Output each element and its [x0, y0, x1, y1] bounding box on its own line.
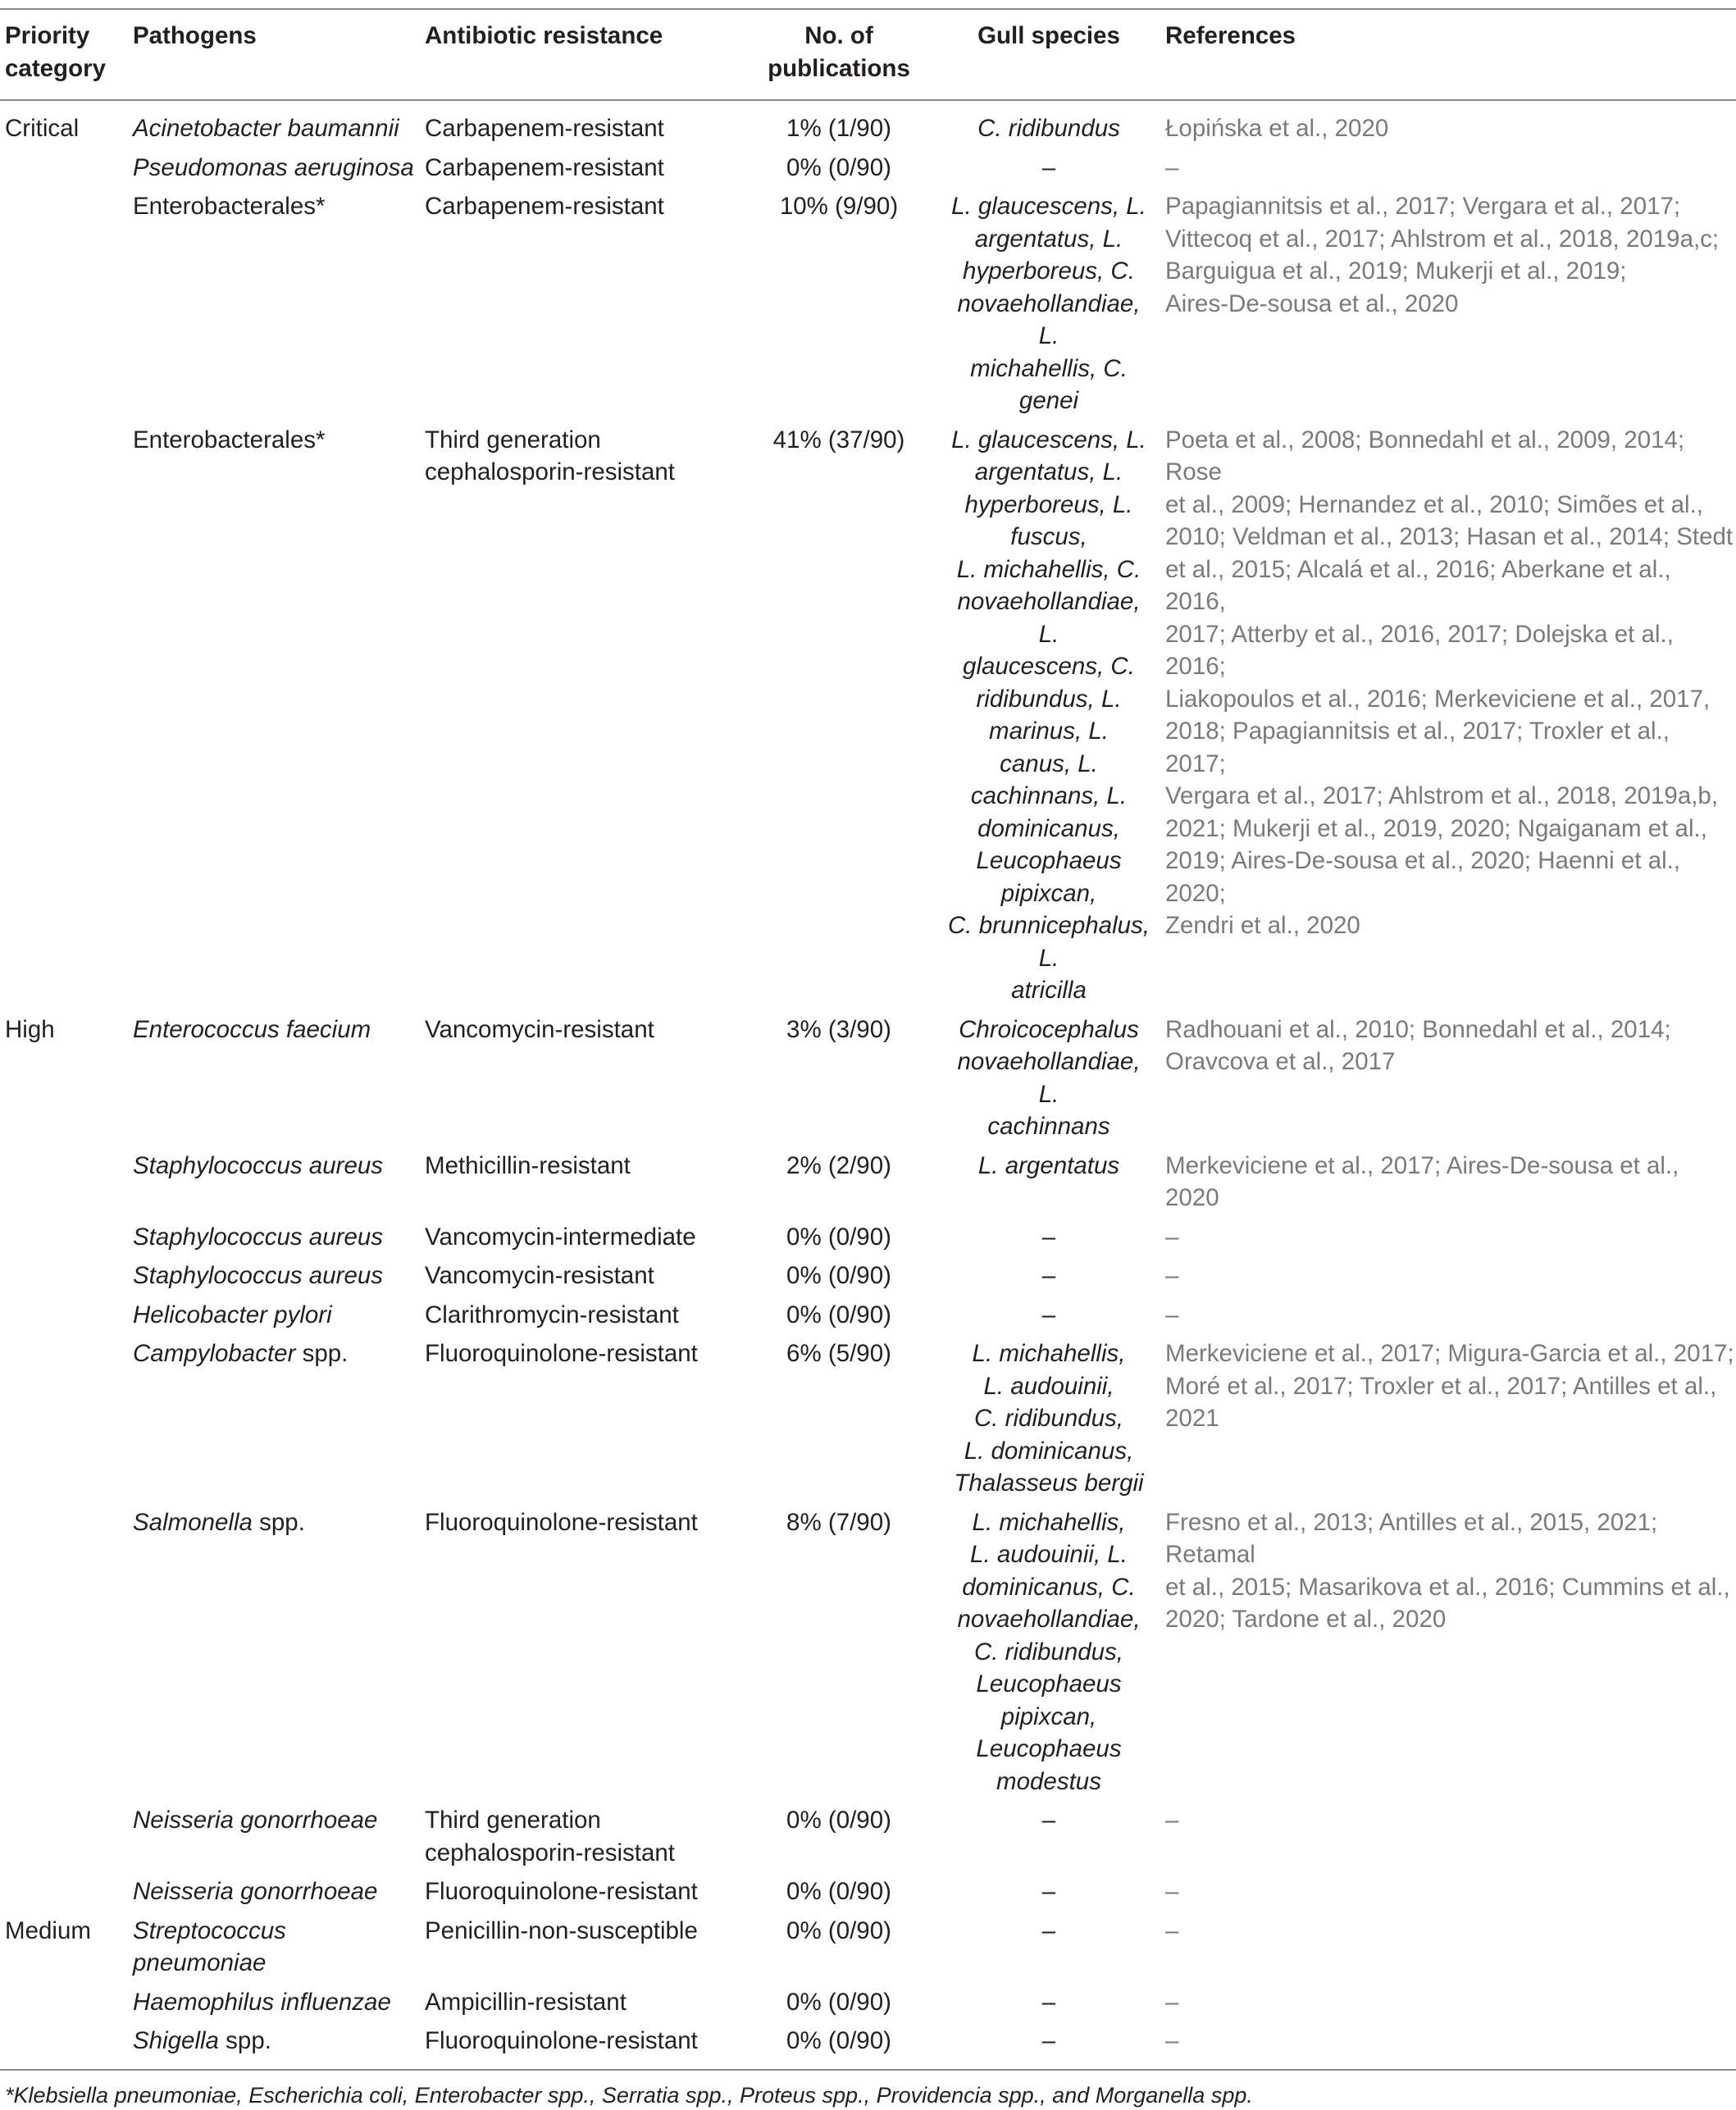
table-row [0, 1986, 1736, 2026]
antibiotic-resistance-cell: Third generation cephalosporin-resistant [425, 1807, 675, 1866]
pathogen-qualifier: Enterobacterales* [133, 193, 326, 220]
priority-category-cell: Critical [5, 115, 80, 142]
priority-category-cell [0, 1338, 133, 1506]
gull-species-cell: Chroicocephalus novaehollandiae, L. cachinnans [957, 1015, 1141, 1140]
gull-species-cell: – [1041, 1988, 1056, 2016]
pathogen-name: Helicobacter pylori [133, 1301, 332, 1328]
gull-species-cell: L. glaucescens, L. argentatus, L. hyperboreus, C. novaehollandiae, L. michahellis, C. genei [951, 193, 1146, 414]
antibiotic-resistance-cell: Fluoroquinolone-resistant [425, 1508, 698, 1536]
publications-cell: 0% (0/90) [740, 2025, 937, 2070]
publications-cell: 2% (2/90) [786, 1151, 891, 1179]
publications-cell: 41% (37/90) [772, 426, 905, 453]
gull-species-cell: L. michahellis, L. audouinii, L. dominicanus, C. novaehollandiae, C. ridibundus, Leucophaeus pipixcan, Leucophaeus modestus [957, 1508, 1141, 1795]
header-no-of-publications: No. of publications [740, 9, 937, 100]
antibiotic-resistance-cell: Fluoroquinolone-resistant [425, 1878, 698, 1905]
references-cell: – [1165, 1262, 1179, 1289]
pathogen-name: Salmonella [133, 1508, 253, 1536]
gull-species-cell: – [1041, 1262, 1056, 1289]
references-cell: Łopińska et al., 2020 [1165, 115, 1389, 142]
pathogen-cell [133, 1260, 425, 1299]
header-gull-species: Gull species [937, 9, 1160, 100]
table-row [0, 152, 1736, 191]
table-row [0, 1014, 1736, 1150]
publications-cell: 10% (9/90) [779, 193, 899, 220]
priority-category-cell [0, 1804, 133, 1875]
table-row [0, 1299, 1736, 1338]
header-priority-category: Priority category [0, 9, 133, 100]
publications-cell: 0% (0/90) [786, 1878, 891, 1905]
antibiotic-resistance-cell: Clarithromycin-resistant [425, 1301, 679, 1328]
pathogen-cell [133, 1804, 425, 1875]
antibiotic-resistance-cell: Vancomycin-resistant [425, 1015, 654, 1043]
priority-category-cell [0, 1506, 133, 1805]
references-cell: – [1165, 1807, 1179, 1834]
header-references: References [1160, 9, 1736, 100]
pathogen-cell [133, 1875, 425, 1915]
antibiotic-resistance-cell: Fluoroquinolone-resistant [425, 2025, 740, 2070]
publications-cell: 0% (0/90) [786, 1988, 891, 2016]
antibiotic-resistance-cell: Carbapenem-resistant [425, 115, 664, 142]
publications-cell: 0% (0/90) [786, 1916, 891, 1944]
antibiotic-resistance-cell: Vancomycin-resistant [425, 1262, 654, 1289]
table-header [0, 9, 1736, 100]
publications-cell: 3% (3/90) [786, 1015, 891, 1043]
priority-category-cell: Medium [5, 1916, 91, 1944]
pathogen-cell [133, 424, 425, 1014]
gull-species-cell: L. argentatus [977, 1151, 1120, 1179]
table-row [0, 190, 1736, 424]
antibiotic-resistance-cell: Ampicillin-resistant [425, 1988, 627, 2016]
antibiotic-resistance-cell: Carbapenem-resistant [425, 193, 664, 220]
priority-category-cell [0, 1221, 133, 1260]
antibiotic-resistance-cell: Third generation cephalosporin-resistant [425, 426, 675, 485]
table-row [0, 1875, 1736, 1915]
references-cell: – [1165, 1301, 1179, 1328]
pathogen-name: Neisseria gonorrhoeae [133, 1878, 378, 1905]
references-cell: – [1165, 1988, 1179, 2016]
gull-species-cell: C. ridibundus [977, 115, 1120, 142]
priority-category-cell [0, 152, 133, 191]
pathogen-qualifier: spp. [218, 2027, 271, 2054]
pathogen-name: Streptococcus pneumoniae [133, 1916, 286, 1976]
pathogen-name: Enterococcus faecium [133, 1015, 371, 1043]
gull-species-cell: L. michahellis, L. audouinii, C. ridibundus, L. dominicanus, Thalasseus bergii [954, 1340, 1144, 1497]
references-cell: – [1165, 1223, 1179, 1251]
references-cell: Poeta et al., 2008; Bonnedahl et al., 2009, 2014; Rose et al., 2009; Hernandez et al., 2010; Simões et al., 2010; Veldman et al., 2013; Hasan et al., 2014; Stedt et al., 2015; Alcalá et al., 2016; Aberkane et al., 2016, 2017; Atterby et al., 2016, 2017; Dolejska et al., 2016; Liakopoulos et al., 2016; Merkeviciene et al., 2017, 2018; Papagiannitsis et al., 2017; Troxler et al., 2017; Vergara et al., 2017; Ahlstrom et al., 2018, 2019a,b, 2021; Mukerji et al., 2019, 2020; Ngaiganam et al., 2019; Aires-De-sousa et al., 2020; Haenni et al., 2020; Zendri et al., 2020 [1165, 426, 1734, 939]
table-row [0, 1804, 1736, 1875]
pathogen-name: Acinetobacter baumannii [133, 115, 399, 142]
references-cell: Papagiannitsis et al., 2017; Vergara et al., 2017; Vittecoq et al., 2017; Ahlstrom et al., 2018, 2019a,c; Barguigua et al., 2019; Mukerji et al., 2019; Aires-De-sousa et al., 2020 [1165, 193, 1720, 317]
header-pathogens: Pathogens [133, 9, 425, 100]
table-row [0, 1506, 1736, 1805]
publications-cell: 6% (5/90) [786, 1340, 891, 1367]
publications-cell: 0% (0/90) [786, 1807, 891, 1834]
pathogen-name: Staphylococcus aureus [133, 1262, 384, 1289]
references-cell: Merkeviciene et al., 2017; Migura-Garcia et al., 2017; Moré et al., 2017; Troxler et al., 2017; Antilles et al., 2021 [1165, 1340, 1734, 1432]
pathogen-qualifier: spp. [252, 1508, 305, 1536]
publications-cell: 1% (1/90) [786, 115, 891, 142]
gull-species-cell: – [1041, 1223, 1056, 1251]
header-antibiotic-resistance: Antibiotic resistance [425, 9, 740, 100]
table-row [0, 1915, 1736, 1986]
table-row [0, 424, 1736, 1014]
references-cell: Fresno et al., 2013; Antilles et al., 2015, 2021; Retamal et al., 2015; Masarikova et al., 2016; Cummins et al., 2020; Tardone et al., 2020 [1165, 1508, 1730, 1633]
priority-category-cell [0, 1299, 133, 1338]
table-body [0, 100, 1736, 2070]
priority-category-cell [0, 1150, 133, 1221]
gull-species-cell: – [1041, 1878, 1056, 1905]
table-row [0, 100, 1736, 152]
priority-category-cell [0, 1260, 133, 1299]
table-row [0, 1260, 1736, 1299]
antibiotic-resistance-cell: Vancomycin-intermediate [425, 1223, 696, 1251]
pathogen-qualifier: Enterobacterales* [133, 426, 326, 453]
pathogen-cell [133, 1014, 425, 1150]
priority-category-cell [0, 1875, 133, 1915]
pathogen-cell [133, 1915, 425, 1986]
pathogen-cell [133, 1506, 425, 1805]
table-row [0, 1221, 1736, 1260]
pathogen-name: Staphylococcus aureus [133, 1223, 384, 1251]
gull-species-cell: – [1041, 1807, 1056, 1834]
references-cell: Merkeviciene et al., 2017; Aires-De-sousa et al., 2020 [1165, 1151, 1679, 1211]
publications-cell: 0% (0/90) [786, 153, 891, 181]
publications-cell: 0% (0/90) [786, 1262, 891, 1289]
priority-category-cell [0, 190, 133, 424]
gull-species-cell: – [1041, 153, 1056, 181]
pathogen-cell [133, 1221, 425, 1260]
antibiotic-resistance-cell: Methicillin-resistant [425, 1151, 631, 1179]
pathogen-name: Campylobacter [133, 1340, 296, 1367]
pathogen-name: Haemophilus influenzae [133, 1988, 391, 2016]
antibiotic-resistance-cell: Fluoroquinolone-resistant [425, 1340, 698, 1367]
header-row [0, 9, 1736, 100]
priority-category-cell [0, 1986, 133, 2026]
references-cell: – [1165, 1878, 1179, 1905]
table-row [0, 1150, 1736, 1221]
pathogen-name: Neisseria gonorrhoeae [133, 1807, 378, 1834]
antibiotic-resistance-cell: Penicillin-non-susceptible [425, 1916, 698, 1944]
pathogen-cell [133, 1299, 425, 1338]
pathogen-cell [133, 1150, 425, 1221]
pathogen-cell [133, 1986, 425, 2026]
references-cell: Radhouani et al., 2010; Bonnedahl et al., 2014; Oravcova et al., 2017 [1165, 1015, 1671, 1075]
gull-species-cell: L. glaucescens, L. argentatus, L. hyperboreus, L. fuscus, L. michahellis, C. novaehollandiae, L. glaucescens, C. ridibundus, L. marinus, L. canus, L. cachinnans, L. dominicanus, Leucophaeus pipixcan, C. brunnicephalus, L. atricilla [948, 426, 1150, 1004]
pathogen-cell [133, 1338, 425, 1506]
pathogen-cell [133, 152, 425, 191]
table-footnote: *Klebsiella pneumoniae, Escherichia coli, Enterobacter spp., Serratia spp., Proteus spp., Providencia spp., and Morganella spp. [5, 2082, 1253, 2108]
priority-category-cell [0, 2025, 133, 2070]
references-cell: – [1160, 2025, 1736, 2070]
pathogen-resistance-table [0, 8, 1736, 2071]
references-cell: – [1165, 1916, 1179, 1944]
gull-species-cell: – [1041, 1916, 1056, 1944]
publications-cell: 8% (7/90) [786, 1508, 891, 1536]
pathogen-qualifier: spp. [295, 1340, 349, 1367]
pathogen-cell [133, 100, 425, 152]
pathogen-cell [133, 190, 425, 424]
priority-category-cell: High [5, 1015, 55, 1043]
table-row [0, 1338, 1736, 1506]
publications-cell: 0% (0/90) [786, 1223, 891, 1251]
publications-cell: 0% (0/90) [786, 1301, 891, 1328]
pathogen-name: Staphylococcus aureus [133, 1151, 384, 1179]
pathogen-name: Pseudomonas aeruginosa [133, 153, 414, 181]
pathogen-name: Shigella [133, 2027, 219, 2054]
references-cell: – [1165, 153, 1179, 181]
gull-species-cell: – [937, 2025, 1160, 2070]
gull-species-cell: – [1041, 1301, 1056, 1328]
pathogen-cell [133, 2025, 425, 2070]
priority-category-cell [0, 424, 133, 1014]
antibiotic-resistance-cell: Carbapenem-resistant [425, 153, 664, 181]
table-row [0, 2025, 1736, 2070]
